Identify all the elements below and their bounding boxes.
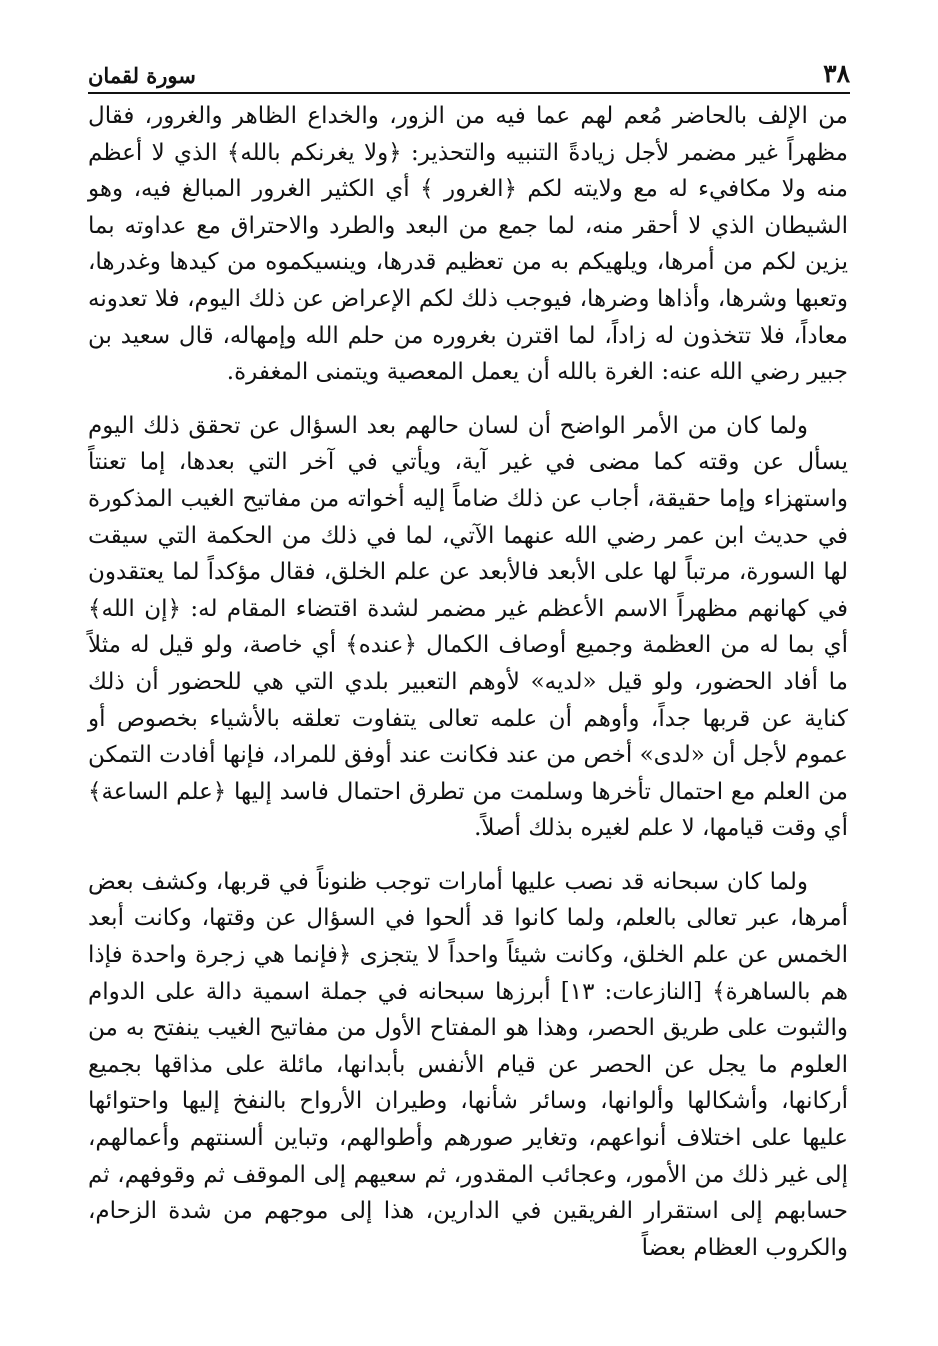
page-body	[88, 98, 848, 1266]
paragraph: من الإلف بالحاضر مُعم لهم عما فيه من الزور، والخداع الظاهر والغرور، فقال مظهراً غير مضمر لأجل زيادةً التنبيه والتحذير: ﴿ولا يغرنكم بالله﴾ الذي لا أعظم منه ولا مكافيء له مع ولايته لكم ﴿الغرور ﴾ أي الكثير الغرور المبالغ فيه، وهو الشيطان الذي لا أحقر منه، لما جمع من البعد والطرد والاحتراق مع عداوته بما يزين لكم من أمرها، ويلهيكم به من تعظيم قدرها، وينسيكموه من كيدها وغدرها، وتعبها وشرها، وأذاها وضرها، فيوجب ذلك لكم الإعراض عن ذلك اليوم، فلا تعدونه معاداً، فلا تتخذون له زاداً، لما اقترن بغروره من حلم الله وإمهاله، قال سعيد بن جبير رضي الله عنه: الغرة بالله أن يعمل المعصية ويتمنى المغفرة.	[88, 103, 848, 386]
page-number: ٣٨	[823, 59, 850, 88]
paragraph: ولما كان من الأمر الواضح أن لسان حالهم بعد السؤال عن تحقق ذلك اليوم يسأل عن وقته كما مضى في غير آية، ويأتي في آخر التي بعدها، إما تعنتاً واستهزاء وإما حقيقة، أجاب عن ذلك ضاماً إليه أخواته من مفاتيح الغيب المذكورة في حديث ابن عمر رضي الله عنهما الآتي، لما في ذلك من الحكمة التي سيقت لها السورة، مرتباً لها على الأبعد فالأبعد عن علم الخلق، فقال مؤكداً لما يعتقدون في كهانهم مظهراً الاسم الأعظم غير مضمر لشدة اقتضاء المقام له: ﴿إن الله﴾ أي بما له من العظمة وجميع أوصاف الكمال ﴿عنده﴾ أي خاصة، ولو قيل له مثلاً ما أفاد الحضور، ولو قيل «لديه» لأوهم التعبير بلدي التي هي للحضور أن ذلك كناية عن قربها جداً، وأوهم أن علمه تعالى يتفاوت تعلقه بالأشياء بخصوص أو عموم لأجل أن «لدى» أخص من عند فكانت عند أوفق للمراد، فإنها أفادت التمكن من العلم مع احتمال تأخرها وسلمت من تطرق احتمال فاسد إليها ﴿علم الساعة﴾ أي وقت قيامها، لا علم لغيره بذلك أصلاً.	[88, 412, 848, 842]
paragraph: ولما كان سبحانه قد نصب عليها أمارات توجب ظنوناً في قربها، وكشف بعض أمرها، عبر تعالى بالعلم، ولما كانوا قد ألحوا في السؤال عن وقتها، وكانت أبعد الخمس عن علم الخلق، وكانت شيئاً واحداً لا يتجزى ﴿فإنما هي زجرة واحدة فإذا هم بالساهرة﴾ [النازعات: ١٣] أبرزها سبحانه في جملة اسمية دالة على الدوام والثبوت على طريق الحصر، وهذا هو المفتاح الأول من مفاتيح الغيب ينفتح به من العلوم ما يجل عن الحصر عن قيام الأنفس بأبدانها، مائلة على مذاقها بجميع أركانها، وأشكالها وألوانها، وسائر شأنها، وطيران الأرواح بالنفخ إليها واحتوائها عليها على اختلاف أنواعهم، وتغاير صورهم وأطوالهم، وتباين ألسنتهم وأعمالهم، إلى غير ذلك من الأمور، وعجائب المقدور، ثم سعيهم إلى الموقف ثم وقوفهم، ثم حسابهم إلى استقرار الفريقين في الدارين، هذا إلى موجهم من شدة الزحام، والكروب العظام بعضاً	[88, 868, 848, 1261]
surah-title: سورة لقمان	[88, 63, 196, 88]
page-header	[88, 46, 850, 94]
